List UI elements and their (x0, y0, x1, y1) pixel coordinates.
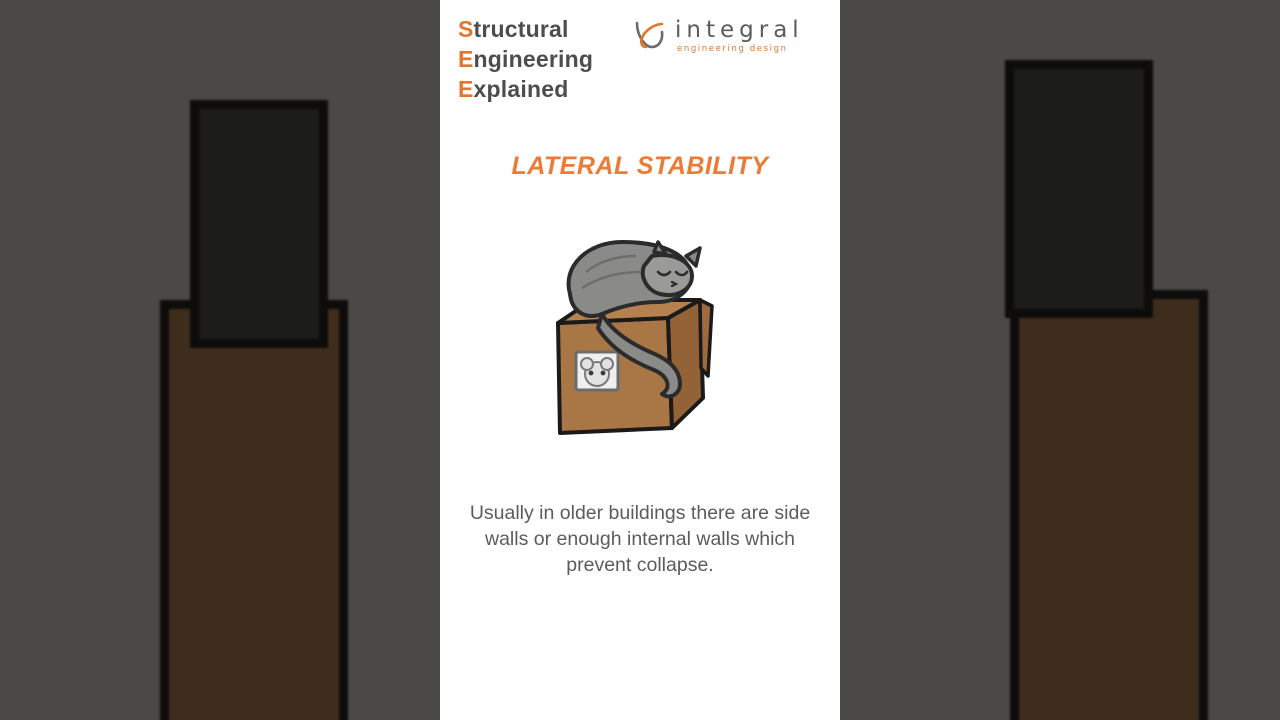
cardboard-box (558, 300, 712, 433)
series-title-line-3 (458, 74, 593, 104)
background-artwork-left (0, 0, 440, 720)
background-artwork-right (840, 0, 1280, 720)
cat-on-box-illustration (540, 228, 740, 458)
series-rest-3: xplained (473, 76, 569, 102)
integral-logo-mark-icon (633, 20, 667, 50)
slide-caption: Usually in older buildings there are side walls or enough internal walls which prevent collapse. (469, 502, 811, 576)
background-blur-right (840, 0, 1280, 720)
series-rest-1: tructural (473, 16, 569, 42)
series-initial-3: E (458, 76, 474, 102)
series-title-line-2 (458, 44, 593, 74)
integral-wordmark: integral (675, 17, 804, 43)
slide-header (440, 0, 840, 120)
slide-title: LATERAL STABILITY (511, 152, 769, 180)
series-initial-2: E (458, 46, 474, 72)
slide-card (440, 0, 840, 720)
series-title (458, 14, 593, 104)
integral-tagline: engineering design (677, 44, 788, 54)
series-rest-2: ngineering (473, 46, 594, 72)
series-title-line-1 (458, 14, 593, 44)
background-blur-left (0, 0, 440, 720)
integral-logo (633, 17, 823, 65)
series-initial-1: S (458, 16, 474, 42)
